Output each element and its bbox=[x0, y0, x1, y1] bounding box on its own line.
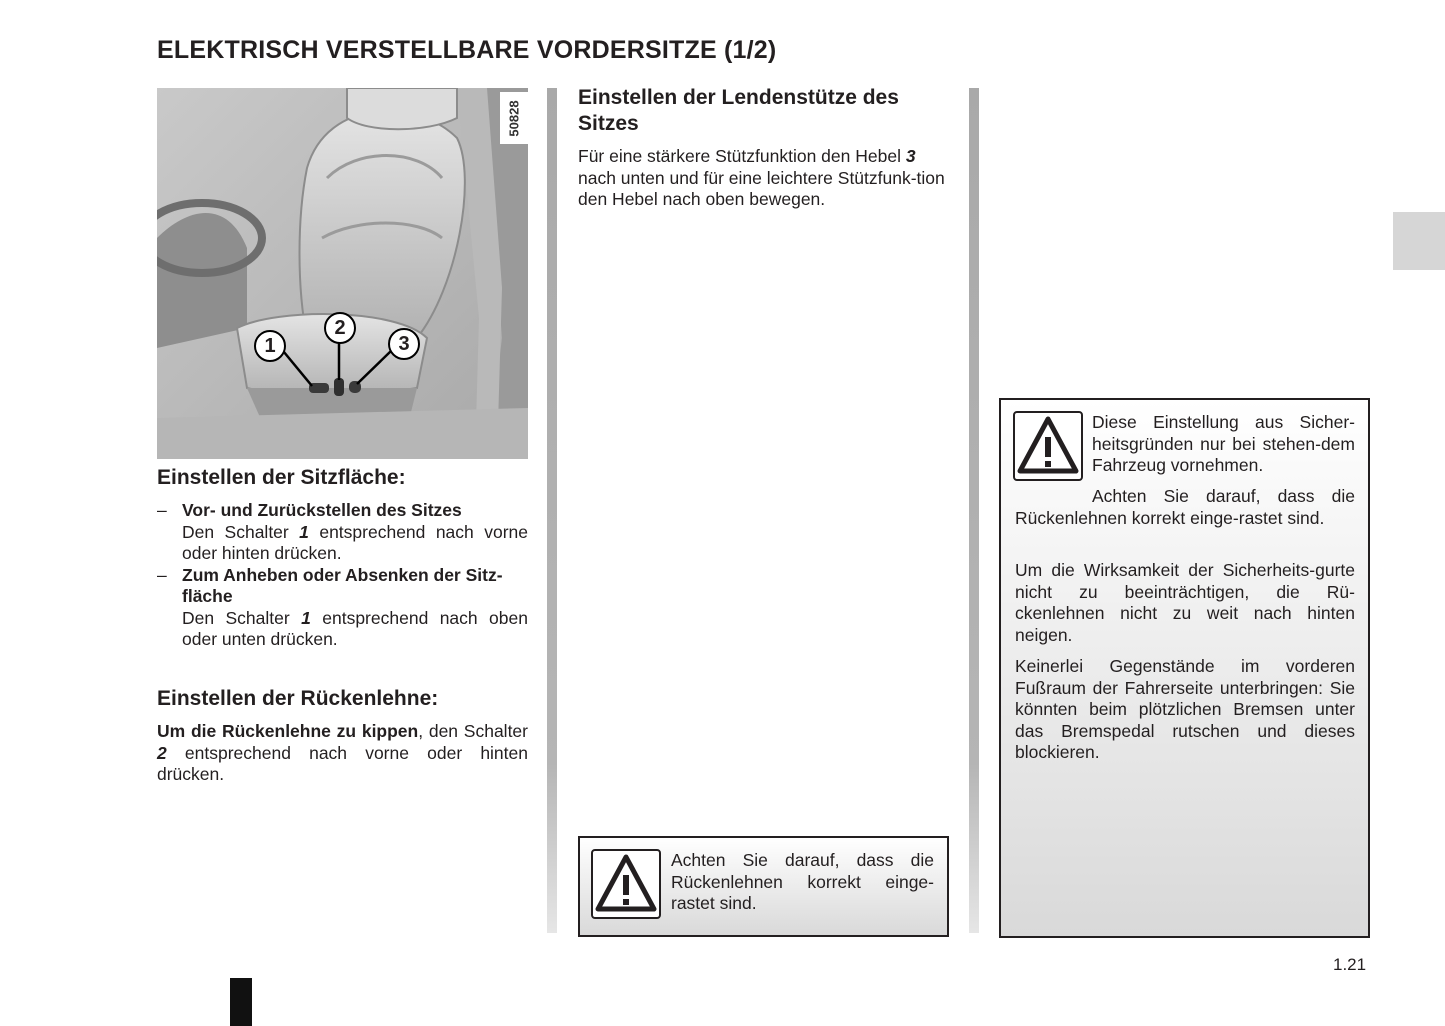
seat-heading: Einstellen der Sitzfläche: bbox=[157, 466, 406, 489]
warning-paragraph: Achten Sie darauf, dass die Rückenlehnen korrekt einge-rastet sind. bbox=[1015, 486, 1355, 528]
warning-box-right bbox=[999, 398, 1370, 938]
warning-paragraph: Um die Wirksamkeit der Sicherheits-gurte nicht zu beeinträchtigen, die Rü-ckenlehnen nicht zu weit nach hinten neigen. bbox=[1015, 560, 1355, 645]
callout-3: 3 bbox=[388, 328, 420, 360]
list-item: – Vor- und Zurückstellen des Sitzes Den Schalter 1 entsprechend nach vorne oder hinten drücken. bbox=[157, 500, 528, 563]
column-divider bbox=[969, 88, 979, 933]
lumbar-text: Für eine stärkere Stützfunktion den Hebel 3 nach unten und für eine leichtere Stützfunk-tion den Hebel nach oben bewegen. bbox=[578, 146, 945, 209]
edge-marker bbox=[230, 978, 252, 1026]
warning-paragraph: Keinerlei Gegenstände im vorderen Fußraum der Fahrerseite unterbringen: Sie könnten beim plötzlichen Bremsen unter das Bremspedal rutschen und dieses blockieren. bbox=[1015, 656, 1355, 762]
chapter-tab bbox=[1393, 212, 1445, 270]
figure-code: 50828 bbox=[500, 92, 528, 144]
backrest-text: Um die Rückenlehne zu kippen, den Schalter 2 entsprechend nach vorne oder hinten drücken. bbox=[157, 721, 528, 784]
seat-photo bbox=[157, 88, 528, 459]
page-number: 1.21 bbox=[1333, 955, 1367, 974]
warning-paragraph: Diese Einstellung aus Sicher-heitsgründen nur bei stehen-dem Fahrzeug vornehmen. bbox=[1092, 412, 1355, 475]
callout-1: 1 bbox=[254, 330, 286, 362]
warning-triangle-icon bbox=[1013, 411, 1083, 481]
backrest-heading: Einstellen der Rückenlehne: bbox=[157, 687, 439, 710]
warning-text: Achten Sie darauf, dass die Rückenlehnen korrekt einge-rastet sind. bbox=[671, 850, 934, 913]
warning-box-middle bbox=[578, 836, 949, 937]
seat-list bbox=[157, 500, 528, 651]
warning-triangle-icon bbox=[591, 849, 661, 919]
list-item: – Zum Anheben oder Absenken der Sitz-fläche Den Schalter 1 entsprechend nach oben oder unten drücken. bbox=[157, 564, 528, 649]
page-title: ELEKTRISCH VERSTELLBARE VORDERSITZE (1/2) bbox=[157, 36, 777, 64]
callout-2: 2 bbox=[324, 312, 356, 344]
column-divider bbox=[547, 88, 557, 933]
lumbar-heading: Einstellen der Lendenstütze des Sitzes bbox=[578, 86, 899, 135]
